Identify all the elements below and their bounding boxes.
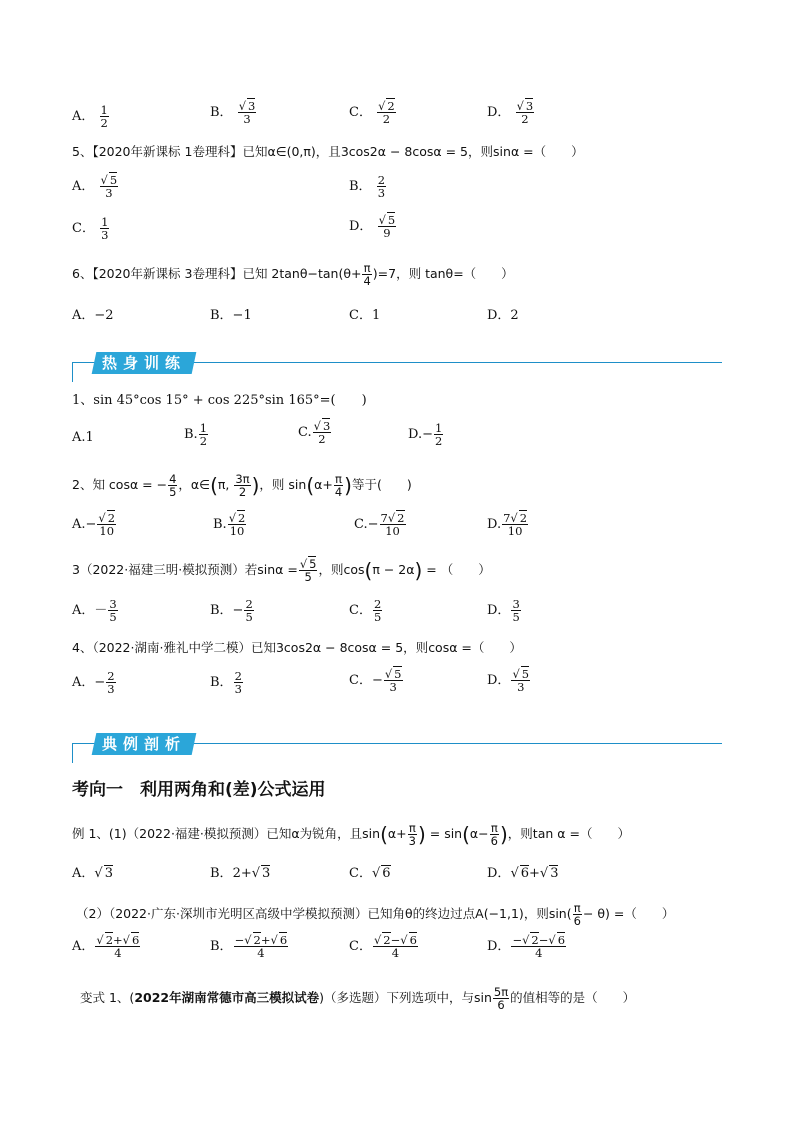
fraction: $\frac{√ 5}{3}$ [100,173,118,200]
ex1-option-d: D．√ 6+√ 3 [487,866,559,881]
warmup-2-stem: 2、知 cosα = − $\frac{4}{5}$ ，α∈(π, $\frac{3\pi}{2}$ )，则 sin(α+ $\frac{\pi}{4}$ )等于( ) [72,472,412,499]
section-tick [72,362,73,382]
w2-option-a: A.− $\frac{√ 2}{10}$ [72,511,116,538]
fraction: $\frac{2}{3}$ [377,173,386,200]
question-5-stem: 5、【2020年新课标 1卷理科】已知α∈(0,π)，且3cos2α − 8cosα = 5，则sinα =（ ） [72,144,584,159]
fraction: $\frac{2}{5}$ [245,597,253,624]
fraction: $\frac{1}{2}$ [100,103,108,130]
fraction: $\frac{\pi}{3}$ [408,821,416,848]
w2-option-b: B. $\frac{√ 2}{10}$ [213,511,246,538]
w1-option-c: C. $\frac{√ 3}{2}$ [298,419,331,446]
fraction: $\frac{1}{2}$ [199,421,208,448]
q6-option-b: B．−1 [210,308,252,323]
fraction: $\frac{√ 3}{2}$ [313,419,331,446]
fraction: $\frac{\pi}{4}$ [363,261,371,288]
fraction: $\frac{1}{2}$ [434,421,443,448]
w4-option-c: C．− $\frac{√ 5}{3}$ [349,667,402,694]
w4-option-a: A．− $\frac{2}{3}$ [72,669,115,696]
warmup-3-stem: 3（2022·福建三明·模拟预测）若sinα = $\frac{√ 5}{5}$ ，则cos(π − 2α) = （ ） [72,557,491,584]
topic-heading: 考向一 利用两角和(差)公式运用 [72,780,326,800]
fraction: $\frac{\pi}{6}$ [490,821,498,848]
w2-option-c: C.− $\frac{7√ 2}{10}$ [354,511,405,538]
fraction: $\frac{√ 2}{2}$ [378,99,395,126]
w3-option-b: B．− $\frac{2}{5}$ [210,597,253,624]
fraction: $\frac{7√ 2}{10}$ [503,511,528,538]
fraction: $\frac{√ 5}{5}$ [299,557,317,584]
q5-option-b: B． $\frac{2}{3}$ [349,173,386,200]
ex2-option-b: B． $\frac{-√ 2+√ 6}{4}$ [210,933,288,960]
section-title: 典例剖析 [92,733,197,755]
w3-option-a: A．－ $\frac{3}{5}$ [72,597,117,624]
option-a: A． $\frac{1}{2}$ [72,103,108,130]
w2-option-d: D. $\frac{7√ 2}{10}$ [487,511,528,538]
fraction: $\frac{5\pi}{6}$ [493,985,509,1012]
option-d: D． $\frac{√ 3}{2}$ [487,99,534,126]
w3-option-d: D． $\frac{3}{5}$ [487,597,520,624]
ex1-option-b: B．2+√ 3 [210,866,271,881]
section-tick [72,743,73,763]
q6-option-c: C．1 [349,308,381,323]
fraction: $\frac{7√ 2}{10}$ [380,511,405,538]
fraction: $\frac{2}{3}$ [107,669,115,696]
q5-option-c: C． $\frac{1}{3}$ [72,215,109,242]
section-header-warmup [72,352,722,382]
ex2-option-a: A． $\frac{√ 2+√ 6}{4}$ [72,933,140,960]
fraction: $\frac{√ 5}{9}$ [378,213,396,240]
example-1-part-2-stem: （2）（2022·广东·深圳市光明区高级中学模拟预测）已知角θ的终边过点A(−1,1)，则sin( $\frac{\pi}{6}$ − θ) =（ ） [76,901,675,928]
fraction: $\frac{1}{3}$ [101,215,109,242]
w1-option-b: B. $\frac{1}{2}$ [184,421,208,448]
fraction: $\frac{√ 2}{10}$ [228,511,246,538]
fraction: $\frac{2}{3}$ [234,669,242,696]
w4-option-d: D． $\frac{√ 5}{3}$ [487,667,530,694]
ex1-option-a: A．√ 3 [72,866,113,881]
ex2-option-c: C． $\frac{√ 2-√ 6}{4}$ [349,933,417,960]
w1-option-d: D.− $\frac{1}{2}$ [408,421,443,448]
ex2-option-d: D． $\frac{-√ 2-√ 6}{4}$ [487,933,566,960]
fraction: $\frac{3\pi}{2}$ [235,472,250,499]
w3-option-c: C． $\frac{2}{5}$ [349,597,382,624]
example-1-stem: 例 1、(1)（2022·福建·模拟预测）已知α为锐角，且sin(α+ $\frac{\pi}{3}$ ) = sin(α− $\frac{\pi}{6}$ )，则tan α =（ ） [72,821,630,848]
q6-option-d: D．2 [487,308,519,323]
q6-option-a: A．−2 [72,308,114,323]
warmup-4-stem: 4、（2022·湖南·雅礼中学二模）已知3cos2α − 8cosα = 5，则cosα =（ ） [72,640,522,655]
fraction: $\frac{-√ 2-√ 6}{4}$ [512,933,566,960]
fraction: $\frac{-√ 2+√ 6}{4}$ [234,933,288,960]
fraction: $\frac{√ 2}{10}$ [98,511,116,538]
w4-option-b: B． $\frac{2}{3}$ [210,669,242,696]
section-title: 热身训练 [92,352,197,374]
fraction: $\frac{4}{5}$ [169,472,177,499]
fraction: $\frac{3}{5}$ [512,597,520,624]
fraction: $\frac{2}{5}$ [373,597,382,624]
option-c: C． $\frac{√ 2}{2}$ [349,99,395,126]
warmup-1-stem: 1、sin 45°cos 15° + cos 225°sin 165°=( ) [72,393,367,408]
question-6-stem: 6、【2020年新课标 3卷理科】已知 2tanθ−tan(θ+ $\frac{\pi}{4}$ )=7，则 tanθ=（ ） [72,261,514,288]
variant-1-stem: 变式 1、(2022年湖南常德市高三模拟试卷)（多选题）下列选项中，与sin $\frac{5\pi}{6}$ 的值相等的是（ ） [80,985,636,1012]
fraction: $\frac{3}{5}$ [109,597,117,624]
q5-option-d: D． $\frac{√ 5}{9}$ [349,213,396,240]
option-b: B． $\frac{√ 3}{3}$ [210,99,256,126]
fraction: $\frac{\pi}{6}$ [573,901,581,928]
fraction: $\frac{√ 5}{3}$ [512,667,530,694]
fraction: $\frac{√ 2+√ 6}{4}$ [96,933,140,960]
section-header-examples [72,733,722,763]
fraction: $\frac{\pi}{4}$ [334,472,343,499]
fraction: $\frac{√ 5}{3}$ [384,667,402,694]
w1-option-a: A.1 [72,430,94,445]
fraction: $\frac{√ 3}{2}$ [516,99,534,126]
fraction: $\frac{√ 2-√ 6}{4}$ [373,933,417,960]
ex1-option-c: C．√ 6 [349,866,391,881]
q5-option-a: A． $\frac{√ 5}{3}$ [72,173,118,200]
fraction: $\frac{√ 3}{3}$ [238,99,256,126]
